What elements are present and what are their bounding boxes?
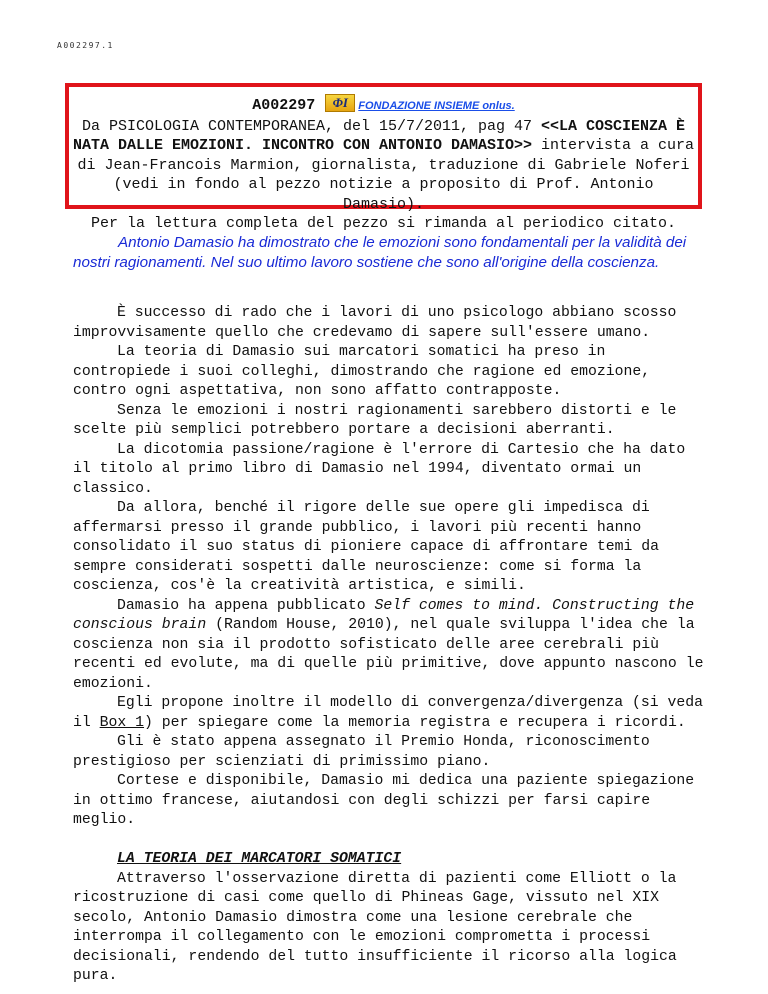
book-title: Self comes to mind. Constructing the conscious brain: [73, 597, 695, 633]
source-credits: intervista a cura di Jean-Francois Marmion, giornalista, traduzione di Gabriele Noferi (vedi in fondo al pezzo notizie a proposito di Prof. Antonio Damasio).: [77, 137, 695, 213]
paragraph-text: (Random House, 2010), nel quale sviluppa l'idea che la coscienza non sia il prodotto sofisticato delle aree cerebrali più recenti ed evolute, ma di quelle più primitive, dove appunto nascono le emozioni.: [73, 617, 704, 692]
paragraph: Cortese e disponibile, Damasio mi dedica una paziente spiegazione in ottimo francese, aiutandosi con degli schizzi per farsi capire meglio.: [73, 773, 695, 828]
paragraph: La dicotomia passione/ragione è l'errore di Cartesio che ha dato il titolo al primo libro di Damasio nel 1994, diventato ormai un classico.: [73, 441, 686, 497]
section-title: LA TEORIA DEI MARCATORI SOMATICI: [117, 851, 402, 867]
paragraph: Da allora, benché il rigore delle sue opere gli impedisca di affermarsi presso il grande pubblico, i lavori più recenti hanno consolidato il suo status di pioniere capace di affrontare temi da sempre considerati sospetti dalle neuroscienze: come si forma la coscienza, cos'è la creatività artistica, e simili.: [73, 500, 660, 594]
source-text: Da PSICOLOGIA CONTEMPORANEA, del 15/7/2011, pag 47: [81, 117, 542, 135]
article-body: [73, 304, 705, 987]
paragraph: Attraverso l'osservazione diretta di pazienti come Elliott o la ricostruzione di casi come quello di Phineas Gage, vissuto nel XIX secolo, Antonio Damasio dimostra come una lesione cerebrale che interrompa il collegamento con le emozioni comprometta i processi decisionali, rendendo del tutto insufficiente il ricorso alla logica pura.: [73, 870, 677, 984]
paragraph: Senza le emozioni i nostri ragionamenti sarebbero distorti e le scelte più semplici potrebbero portare a decisioni aberranti.: [73, 402, 677, 438]
article-title: <<LA COSCIENZA È NATA DALLE EMOZIONI. INCONTRO CON ANTONIO DAMASIO>>: [72, 117, 686, 154]
paragraph-text: Egli propone inoltre il modello di convergenza/divergenza (si veda il: [73, 695, 704, 731]
paragraph: È successo di rado che i lavori di uno psicologo abbiano scosso improvvisamente quello che credevamo di sapere sull'essere umano.: [73, 305, 677, 341]
paragraph: [73, 597, 705, 695]
reading-note: Per la lettura completa del pezzo si rimanda al periodico citato.: [90, 215, 677, 232]
paragraph: Gli è stato appena assegnato il Premio Honda, riconoscimento prestigioso per scienziati di primissimo piano.: [73, 734, 650, 770]
header-box: [65, 83, 702, 232]
paragraph-text: ) per spiegare come la memoria registra e recupera i ricordi.: [144, 714, 686, 731]
document-id: A002297.1: [57, 41, 114, 50]
foundation-link[interactable]: FONDAZIONE INSIEME onlus.: [358, 100, 515, 112]
paragraph-text: Damasio ha appena pubblicato: [117, 597, 375, 614]
paragraph: [73, 694, 705, 733]
paragraph: La teoria di Damasio sui marcatori somatici ha preso in contropiede i suoi colleghi, dimostrando che ragione ed emozione, contro ogni aspettativa, non sono affatto contrapposte.: [73, 344, 651, 399]
intro-summary: Antonio Damasio ha dimostrato che le emozioni sono fondamentali per la validità dei nostri ragionamenti. Nel suo ultimo lavoro sostiene che sono all'origine della coscienza.: [73, 234, 687, 271]
document-code: A002297: [252, 97, 316, 114]
section-heading: [73, 850, 705, 870]
logo-text: ΦI: [332, 95, 348, 110]
box-1-link[interactable]: Box 1: [99, 714, 145, 731]
foundation-logo-icon: [325, 94, 355, 112]
